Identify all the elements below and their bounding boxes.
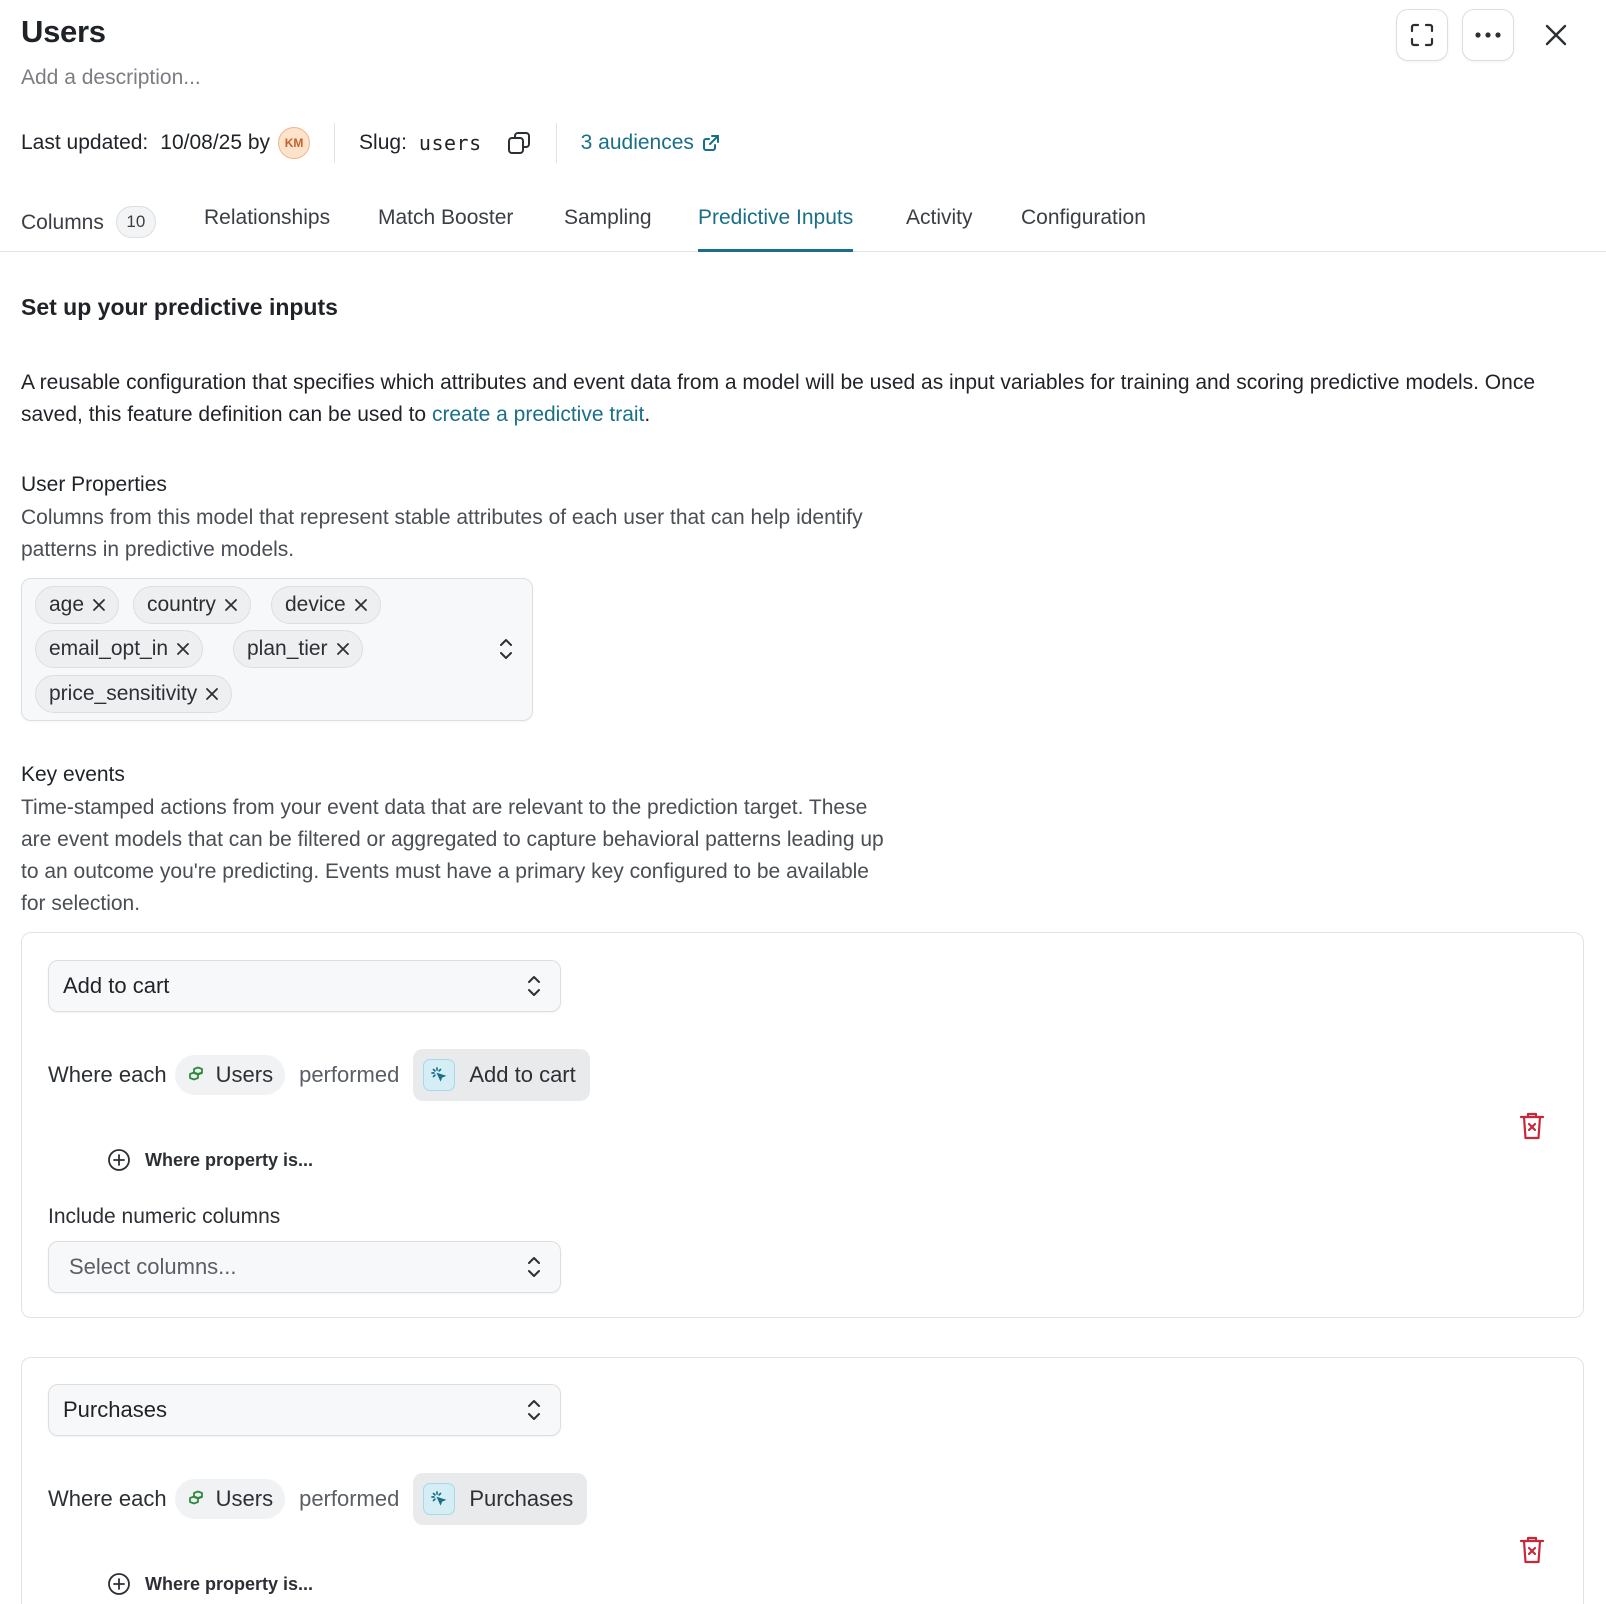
tag-email-opt-in	[35, 630, 203, 668]
tab-relationships[interactable]: Relationships	[204, 206, 331, 229]
tab-label: Columns	[21, 211, 104, 234]
intro-body: A reusable configuration that specifies which attributes and event data from a model will be used as input variables for training and scoring predictive models. Once saved, this feature definition can be used to	[21, 371, 1535, 426]
numeric-columns-select[interactable]	[48, 1241, 561, 1293]
parent-model-label: Users	[215, 1062, 274, 1087]
event-pill[interactable]	[413, 1049, 589, 1101]
tag-plan-tier	[233, 630, 363, 668]
tab-columns[interactable]	[21, 196, 156, 252]
event-pill[interactable]	[413, 1473, 587, 1525]
key-events-help-line: Time-stamped actions from your event data that are relevant to the prediction target. These	[21, 796, 868, 819]
remove-tag-icon[interactable]	[224, 598, 238, 612]
fullscreen-button[interactable]	[1396, 9, 1448, 61]
tab-match-booster[interactable]: Match Booster	[378, 206, 514, 229]
remove-tag-icon[interactable]	[336, 642, 350, 656]
section-title: Set up your predictive inputs	[21, 294, 338, 320]
chevron-up-down-icon	[526, 1398, 542, 1422]
tag-country	[133, 586, 251, 624]
audiences-link[interactable]	[581, 131, 720, 155]
event-pill-label: Add to cart	[469, 1062, 576, 1087]
expand-icon	[1409, 22, 1435, 48]
numeric-columns-label: Include numeric columns	[48, 1205, 281, 1228]
key-events-help-line: are event models that can be filtered or aggregated to capture behavioral patterns leading up	[21, 828, 884, 851]
tab-bar	[0, 196, 1606, 252]
ellipsis-icon	[1474, 31, 1502, 39]
add-property-filter-button[interactable]	[107, 1144, 313, 1176]
chevron-up-down-icon	[526, 1255, 542, 1279]
event-card	[21, 932, 1584, 1318]
trash-icon	[1519, 1111, 1545, 1141]
tag-label: country	[147, 593, 216, 616]
slug-label: Slug:	[359, 131, 407, 154]
click-icon	[423, 1059, 455, 1091]
key-events-help-line: to an outcome you're predicting. Events must have a primary key configured to be available	[21, 860, 869, 883]
tab-configuration[interactable]: Configuration	[1021, 206, 1146, 229]
intro-end: .	[644, 403, 651, 426]
add-property-label: Where property is...	[145, 1149, 314, 1170]
tag-price-sensitivity	[35, 675, 232, 713]
close-icon	[1545, 24, 1567, 46]
page-title: Users	[21, 14, 106, 49]
tag-device	[271, 586, 381, 624]
cube-stack-icon	[187, 1066, 207, 1084]
remove-tag-icon[interactable]	[92, 598, 106, 612]
user-properties-help-line: Columns from this model that represent stable attributes of each user that can help identify	[21, 506, 863, 529]
copy-slug-button[interactable]	[506, 130, 532, 156]
add-property-filter-button[interactable]	[107, 1568, 313, 1600]
remove-tag-icon[interactable]	[176, 642, 190, 656]
divider	[556, 123, 557, 163]
add-property-label: Where property is...	[145, 1573, 314, 1594]
trash-icon	[1519, 1535, 1545, 1565]
external-link-icon	[702, 134, 720, 152]
where-each-label: Where each	[48, 1062, 167, 1087]
user-properties-label: User Properties	[21, 473, 167, 496]
where-each-row	[48, 1473, 587, 1525]
remove-tag-icon[interactable]	[205, 687, 219, 701]
intro-text	[21, 367, 1591, 431]
performed-label: performed	[299, 1062, 400, 1087]
performed-label: performed	[299, 1486, 400, 1511]
description-input[interactable]: Add a description...	[21, 66, 201, 89]
cube-stack-icon	[187, 1490, 207, 1508]
parent-model-label: Users	[215, 1486, 274, 1511]
tag-label: age	[49, 593, 85, 616]
chevron-up-down-icon	[526, 974, 542, 998]
event-model-select[interactable]	[48, 960, 561, 1012]
header-actions	[1396, 9, 1582, 61]
divider	[334, 123, 335, 163]
tag-label: device	[285, 593, 346, 616]
plus-circle-icon	[107, 1572, 131, 1596]
avatar: KM	[278, 127, 310, 159]
where-each-row	[48, 1049, 590, 1101]
parent-model-pill[interactable]	[175, 1479, 285, 1519]
where-each-label: Where each	[48, 1486, 167, 1511]
tag-label: plan_tier	[247, 637, 328, 660]
meta-row	[21, 123, 720, 163]
tab-sampling[interactable]: Sampling	[564, 206, 652, 229]
event-select-value: Add to cart	[63, 973, 170, 998]
plus-circle-icon	[107, 1148, 131, 1172]
click-icon	[423, 1483, 455, 1515]
copy-icon	[506, 130, 532, 156]
event-card	[21, 1357, 1584, 1604]
slug-value: users	[418, 131, 482, 155]
delete-event-button[interactable]	[1519, 1111, 1545, 1146]
user-properties-help-line: patterns in predictive models.	[21, 538, 295, 561]
event-model-select[interactable]	[48, 1384, 561, 1436]
tag-age	[35, 586, 119, 624]
close-button[interactable]	[1530, 9, 1582, 61]
create-predictive-trait-link[interactable]: create a predictive trait	[431, 403, 645, 426]
columns-count-badge: 10	[116, 206, 156, 238]
remove-tag-icon[interactable]	[354, 598, 368, 612]
parent-model-pill[interactable]	[175, 1055, 285, 1095]
delete-event-button[interactable]	[1519, 1535, 1545, 1570]
numeric-columns-placeholder: Select columns...	[69, 1254, 237, 1279]
event-select-value: Purchases	[63, 1397, 167, 1422]
last-updated-value: 10/08/25 by	[160, 131, 271, 154]
tag-label: price_sensitivity	[49, 682, 198, 705]
tab-predictive-inputs[interactable]: Predictive Inputs	[698, 196, 853, 252]
tab-activity[interactable]: Activity	[906, 206, 973, 229]
chevron-up-down-icon	[498, 637, 514, 661]
more-options-button[interactable]	[1462, 9, 1514, 61]
audiences-link-label: 3 audiences	[580, 131, 694, 154]
last-updated-label: Last updated:	[21, 131, 149, 154]
user-properties-multiselect[interactable]	[21, 578, 533, 721]
tag-label: email_opt_in	[49, 637, 169, 660]
event-pill-label: Purchases	[469, 1486, 574, 1511]
key-events-label: Key events	[21, 763, 125, 786]
key-events-help-line: for selection.	[21, 892, 141, 915]
